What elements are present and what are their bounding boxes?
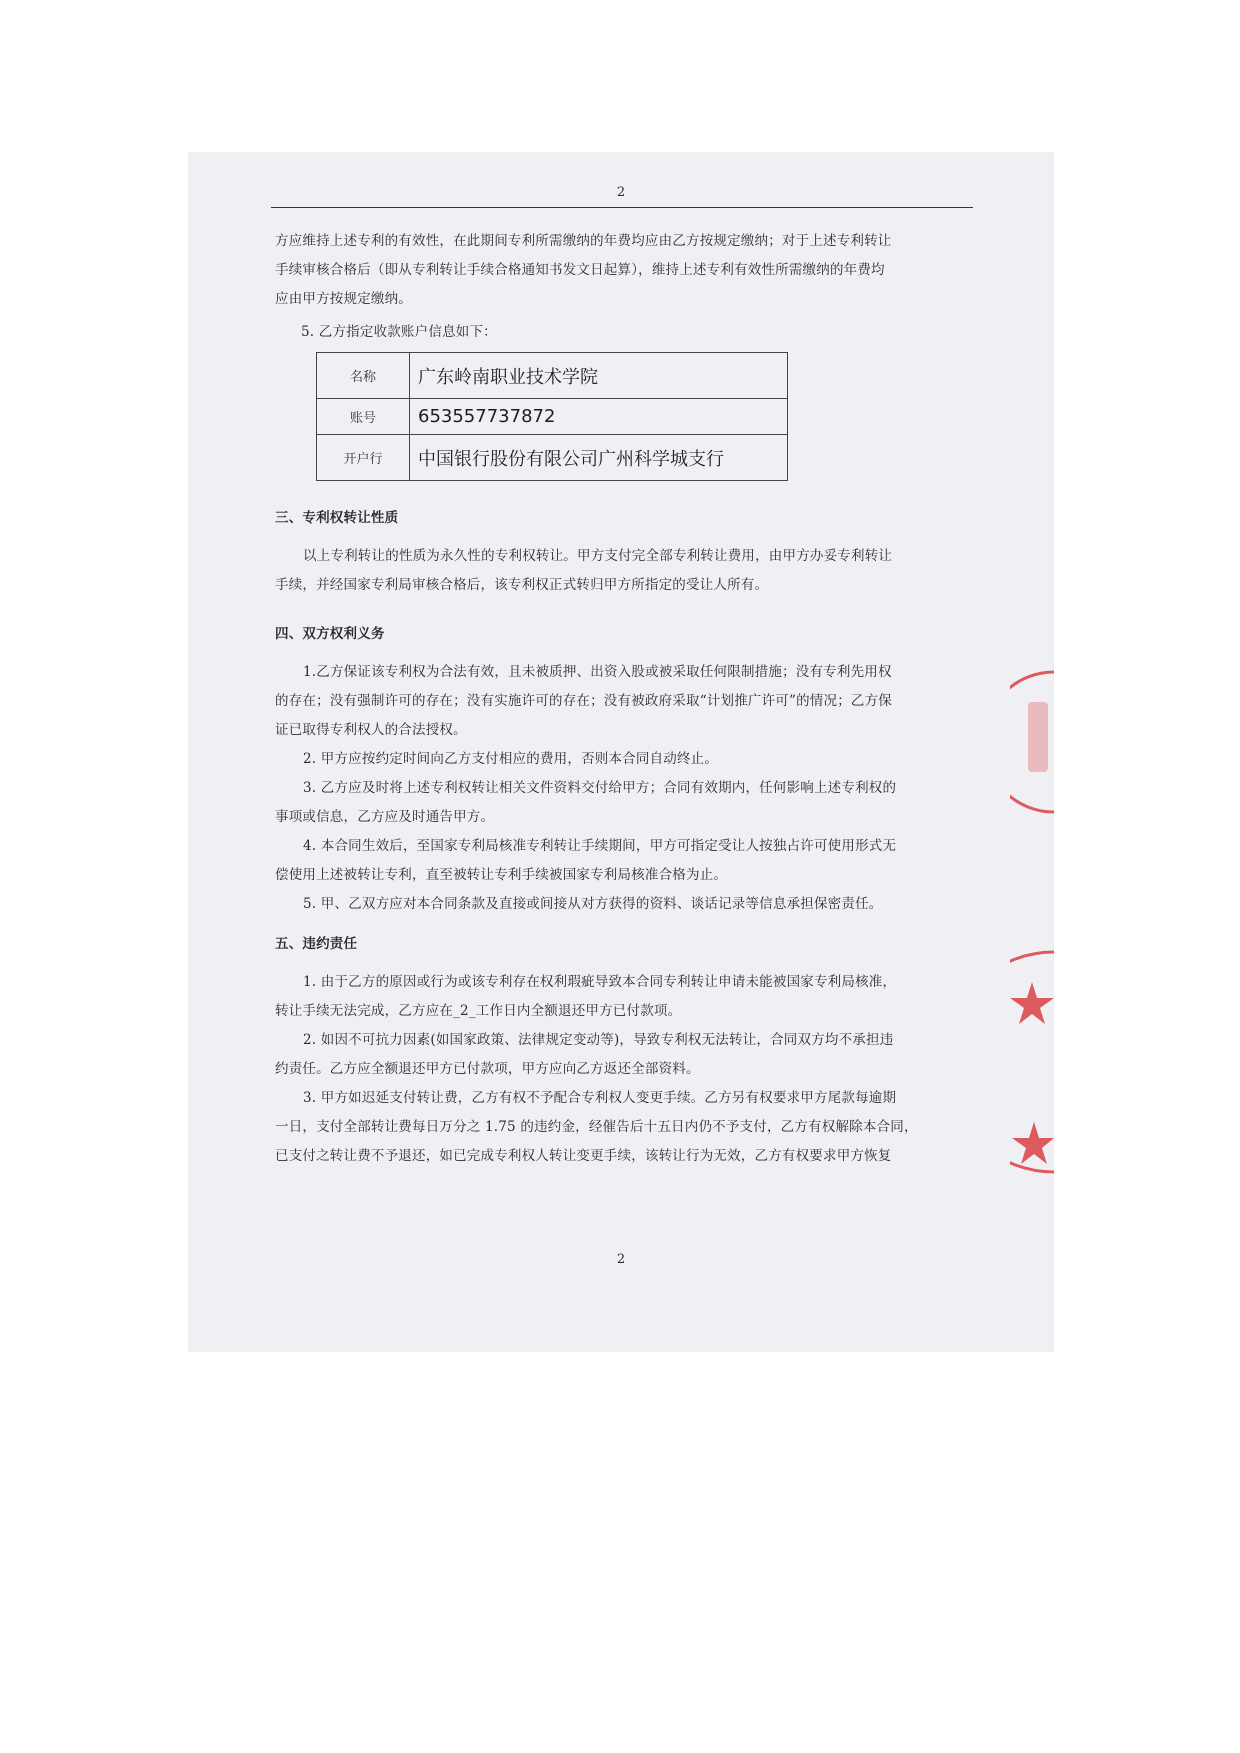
page-number-bottom: 2 — [616, 1252, 626, 1267]
account-number-label: 账号 — [317, 399, 410, 435]
text-line: 约责任。乙方应全额退还甲方已付款项，甲方应向乙方返还全部资料。 — [275, 1061, 700, 1077]
text-line: 5. 甲、乙双方应对本合同条款及直接或间接从对方获得的资料、谈话记录等信息承担保密责任。 — [303, 896, 883, 912]
text-line: 事项或信息，乙方应及时通告甲方。 — [275, 809, 495, 825]
section-4-title: 四、双方权利义务 — [275, 626, 385, 642]
text-line: 已支付之转让费不予退还，如已完成专利权人转让变更手续，该转让行为无效，乙方有权要求甲方恢复 — [275, 1148, 892, 1164]
bank-value: 中国银行股份有限公司广州科学城支行 — [410, 435, 788, 481]
text-line: 一日，支付全部转让费每日万分之 1.75 的违约金，经催告后十五日内仍不予支付，乙方有权解除本合同， — [275, 1119, 918, 1135]
table-row — [317, 353, 788, 399]
text-line: 以上专利转让的性质为永久性的专利权转让。甲方支付完全部专利转让费用，由甲方办妥专利转让 — [303, 548, 893, 564]
text-line: 方应维持上述专利的有效性，在此期间专利所需缴纳的年费均应由乙方按规定缴纳；对于上述专利转让 — [275, 233, 892, 249]
account-name-value: 广东岭南职业技术学院 — [410, 353, 788, 399]
bank-label: 开户行 — [317, 435, 410, 481]
text-line: 2. 如因不可抗力因素(如国家政策、法律规定变动等)，导致专利权无法转让，合同双方均不承担违 — [303, 1032, 894, 1048]
account-table — [316, 352, 788, 481]
section-4-body — [275, 658, 975, 919]
text-line: 3. 乙方应及时将上述专利权转让相关文件资料交付给甲方；合同有效期内，任何影响上述专利权的 — [303, 780, 897, 796]
text-line: 的存在；没有强制许可的存在；没有实施许可的存在；没有被政府采取“计划推广许可”的情况；乙方保 — [275, 693, 893, 709]
section-3-body — [275, 542, 975, 600]
intro-paragraph — [275, 227, 975, 314]
account-name-label: 名称 — [317, 353, 410, 399]
text-line: 1.乙方保证该专利权为合法有效，且未被质押、出资入股或被采取任何限制措施；没有专利先用权 — [303, 664, 892, 680]
section-5-title: 五、违约责任 — [275, 936, 358, 952]
text-line: 3. 甲方如迟延支付转让费，乙方有权不予配合专利权人变更手续。乙方另有权要求甲方尾款每逾期 — [303, 1090, 897, 1106]
header-rule — [271, 207, 973, 208]
section-3-title: 三、专利权转让性质 — [275, 510, 399, 526]
text-line: 手续审核合格后（即从专利转让手续合格通知书发文日起算），维持上述专利有效性所需缴纳的年费均 — [275, 262, 885, 278]
text-line: 1. 由于乙方的原因或行为或该专利存在权利瑕疵导致本合同专利转让申请未能被国家专利局核准， — [303, 974, 897, 990]
account-number-value: 653557737872 — [410, 399, 788, 435]
text-line: 2. 甲方应按约定时间向乙方支付相应的费用，否则本合同自动终止。 — [303, 751, 719, 767]
text-line: 4. 本合同生效后，至国家专利局核准专利转让手续期间，甲方可指定受让人按独占许可使用形式无 — [303, 838, 897, 854]
table-row — [317, 399, 788, 435]
text-line: 转让手续无法完成，乙方应在_2_工作日内全额退还甲方已付款项。 — [275, 1003, 682, 1019]
section-5-body — [275, 968, 975, 1171]
text-line: 手续，并经国家专利局审核合格后，该专利权正式转归甲方所指定的受让人所有。 — [275, 577, 769, 593]
red-seal-stamp — [1010, 652, 1054, 1212]
text-line: 偿使用上述被转让专利，直至被转让专利手续被国家专利局核准合格为止。 — [275, 867, 728, 883]
page-number-top: 2 — [616, 185, 626, 200]
table-row — [317, 435, 788, 481]
text-line: 应由甲方按规定缴纳。 — [275, 291, 412, 307]
document-page — [188, 152, 1054, 1352]
item-5 — [301, 318, 1001, 347]
text-line: 5. 乙方指定收款账户信息如下： — [301, 324, 497, 340]
text-line: 证已取得专利权人的合法授权。 — [275, 722, 467, 738]
